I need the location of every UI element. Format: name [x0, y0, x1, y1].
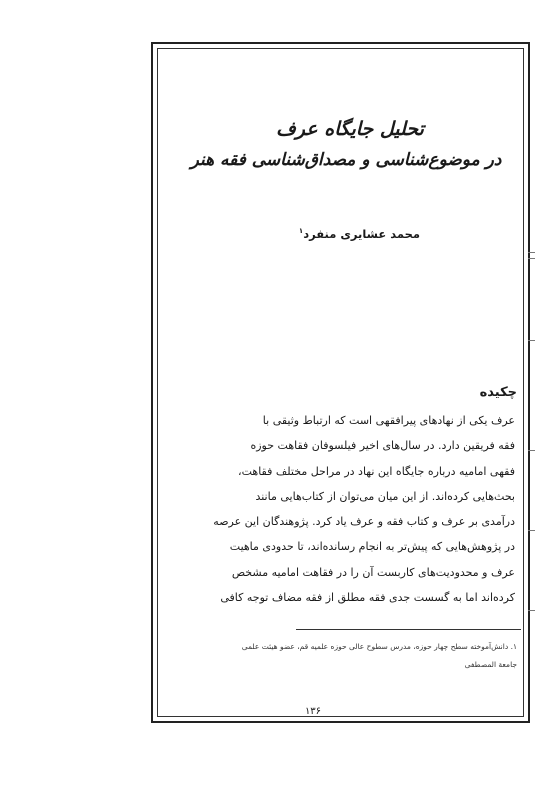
abstract-line: بحث‌هایی کرده‌اند. از این میان می‌توان از کتاب‌هایی مانند: [255, 489, 515, 503]
article-subtitle: در موضوع‌شناسی و مصداق‌شناسی فقه هنر: [190, 150, 502, 170]
abstract-line: عرف و محدودیت‌های کاربست آن را در فقاهت امامیه مشخص: [231, 565, 515, 579]
edge-mark: [528, 450, 535, 451]
abstract-body: [175, 408, 515, 610]
footnote-separator: [296, 629, 521, 630]
abstract-line: فقه فریقین دارد. در سال‌های اخیر فیلسوفان فقاهت حوزه: [250, 439, 515, 453]
edge-mark: [528, 340, 535, 341]
author-footnote-marker: ۱: [298, 227, 304, 236]
footnote: [165, 638, 517, 674]
abstract-line: در پژوهش‌هایی که پیش‌تر به انجام رسانده‌اند، تا حدودی ماهیت: [229, 540, 515, 554]
abstract-heading: چکیده: [479, 385, 517, 400]
footnote-line: ۱. دانش‌آموخته سطح چهار حوزه، مدرس سطوح عالی حوزه علمیه قم، عضو هیئت علمی: [241, 642, 517, 651]
edge-mark: [528, 530, 535, 531]
page-border-inner: [157, 48, 524, 717]
abstract-line: فقهی امامیه درباره جایگاه این نهاد در مراحل مختلف فقاهت،: [238, 464, 515, 478]
page-number: ۱۳۶: [304, 706, 322, 717]
author-name: [200, 227, 420, 241]
footnote-line: جامعة المصطفی: [464, 660, 517, 669]
edge-mark: [528, 610, 535, 611]
abstract-line: کرده‌اند اما به گسست جدی فقه مطلق از فقه مضاف توجه کافی: [220, 591, 515, 605]
edge-mark: [528, 252, 535, 253]
article-title: تحلیل جایگاه عرف: [276, 118, 424, 140]
edge-mark: [528, 258, 535, 259]
author-name-text: محمد عشایری منفرد: [303, 227, 420, 241]
abstract-line: عرف یکی از نهادهای پیرافقهی است که ارتباط وثیقی با: [262, 414, 515, 427]
abstract-line: درآمدی بر عرف و کتاب فقه و عرف یاد کرد. پژوهندگان این عرصه: [213, 515, 515, 529]
